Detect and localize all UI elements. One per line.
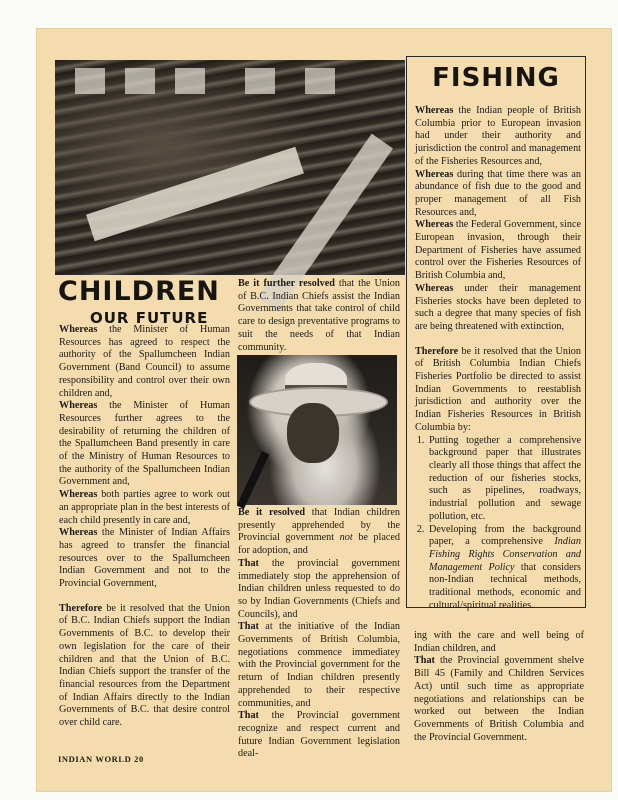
assembly-photo <box>55 60 405 275</box>
middle-column-bottom <box>238 507 400 761</box>
middle-paragraph: Be it resolved that Indian children presently apprehended by the Provincial government not be placed for adoption, and <box>238 507 400 557</box>
fishing-paragraph: Whereas during that time there was an abundance of fish due to the good and proper management of all Fish Resources and, <box>415 168 581 218</box>
children-title: CHILDREN <box>58 276 220 307</box>
children-paragraph: Whereas the Minister of Indian Affairs has agreed to transfer the financial resources over to the Spallumcheen Indian Government and not to the Provincial Government, <box>59 527 230 590</box>
right-paragraph: That the Provincial government shelve Bill 45 (Family and Children Services Act) until such time as appropriate negotiations and relationships can be worked out between the Indian Governments of British Columbia and the Provincial Government. <box>414 655 584 743</box>
fishing-box <box>406 56 586 611</box>
speaker-photo <box>237 355 397 505</box>
fishing-paragraph: Therefore be it resolved that the Union of British Columbia Indian Chiefs Fisheries Portfolio be directed to assist Indian Governments to reestablish jurisdiction and authority over the Indian Fisheries Resources in British Columbia by: <box>415 345 581 433</box>
middle-paragraph: That the provincial government immediately stop the apprehension of Indian children unless requested to do so by Indian Governments (Chiefs and Councils), and <box>238 557 400 620</box>
children-paragraph: Whereas the Minister of Human Resources has agreed to respect the authority of the Spallumcheen Indian Government (Band Council) to assume responsibility and control over their own children and, <box>59 324 230 399</box>
page-footer: INDIAN WORLD 20 <box>58 754 144 764</box>
children-subtitle: OUR FUTURE <box>90 309 209 327</box>
fishing-paragraph: Whereas the Federal Government, since European invasion, through their Department of Fisheries have assumed control over the Fisheries Resources of British Columbia and, <box>415 219 581 282</box>
children-paragraph: Whereas both parties agree to work out an appropriate plan in the best interests of each child presently in care and, <box>59 489 230 526</box>
fishing-paragraph: Whereas under their management Fisheries stocks have been depleted to such a degree that many species of fish are being threatened with extinction, <box>415 282 581 332</box>
middle-paragraph: That the Provincial government recognize and respect current and future Indian Government legislation deal- <box>238 710 400 760</box>
fishing-list-item: 2. Developing from the background paper, a comprehensive Indian Fishing Rights Conservation and Management Policy that considers non-Indian technical methods, traditional methods, economic and cultural/spiritual realities. <box>427 524 581 613</box>
fishing-list-item: 1. Putting together a comprehensive background paper that illustrates clearly all those things that affect the reduction of our fisheries stocks, such as pipelines, roadways, industrial pollution and sewage pollution, etc. <box>427 435 581 524</box>
middle-paragraph: Be it further resolved that the Union of B.C. Indian Chiefs assist the Indian Governments that take control of child care to design preventative programs to suit the needs of that Indian community. <box>238 278 400 353</box>
fishing-text <box>415 105 581 612</box>
right-column-bottom <box>414 630 584 744</box>
children-paragraph: Therefore be it resolved that the Union of B.C. Indian Chiefs support the Indian Governments of B.C. to develop their own legislation for the care of their children and that the Union of B.C. Indian Chiefs support the transfer of the financial resources from the Department of Indian Affairs directly to the Indian Governments of B.C. that desire control over child care. <box>59 602 230 729</box>
children-paragraph: Whereas the Minister of Human Resources further agrees to the desirability of returning the children of the Spallumcheen Band presently in care of the Ministry of Human Resources to the authority of the Spallumcheen Indian Government and, <box>59 400 230 488</box>
middle-paragraph: That at the initiative of the Indian Governments of British Columbia, negotiations commence immediatey with the Provincial government for the return of Indian children presently apprehended to their respective communities, and <box>238 621 400 709</box>
right-paragraph: ing with the care and well being of Indian children, and <box>414 630 584 654</box>
fishing-paragraph: Whereas the Indian people of British Columbia prior to European invasion had under their authority and jurisdiction the control and management of the Fisheries Resources and, <box>415 105 581 167</box>
fishing-list <box>415 435 581 613</box>
fishing-title: FISHING <box>432 63 560 93</box>
children-column <box>59 324 230 730</box>
middle-column-top <box>238 278 400 354</box>
